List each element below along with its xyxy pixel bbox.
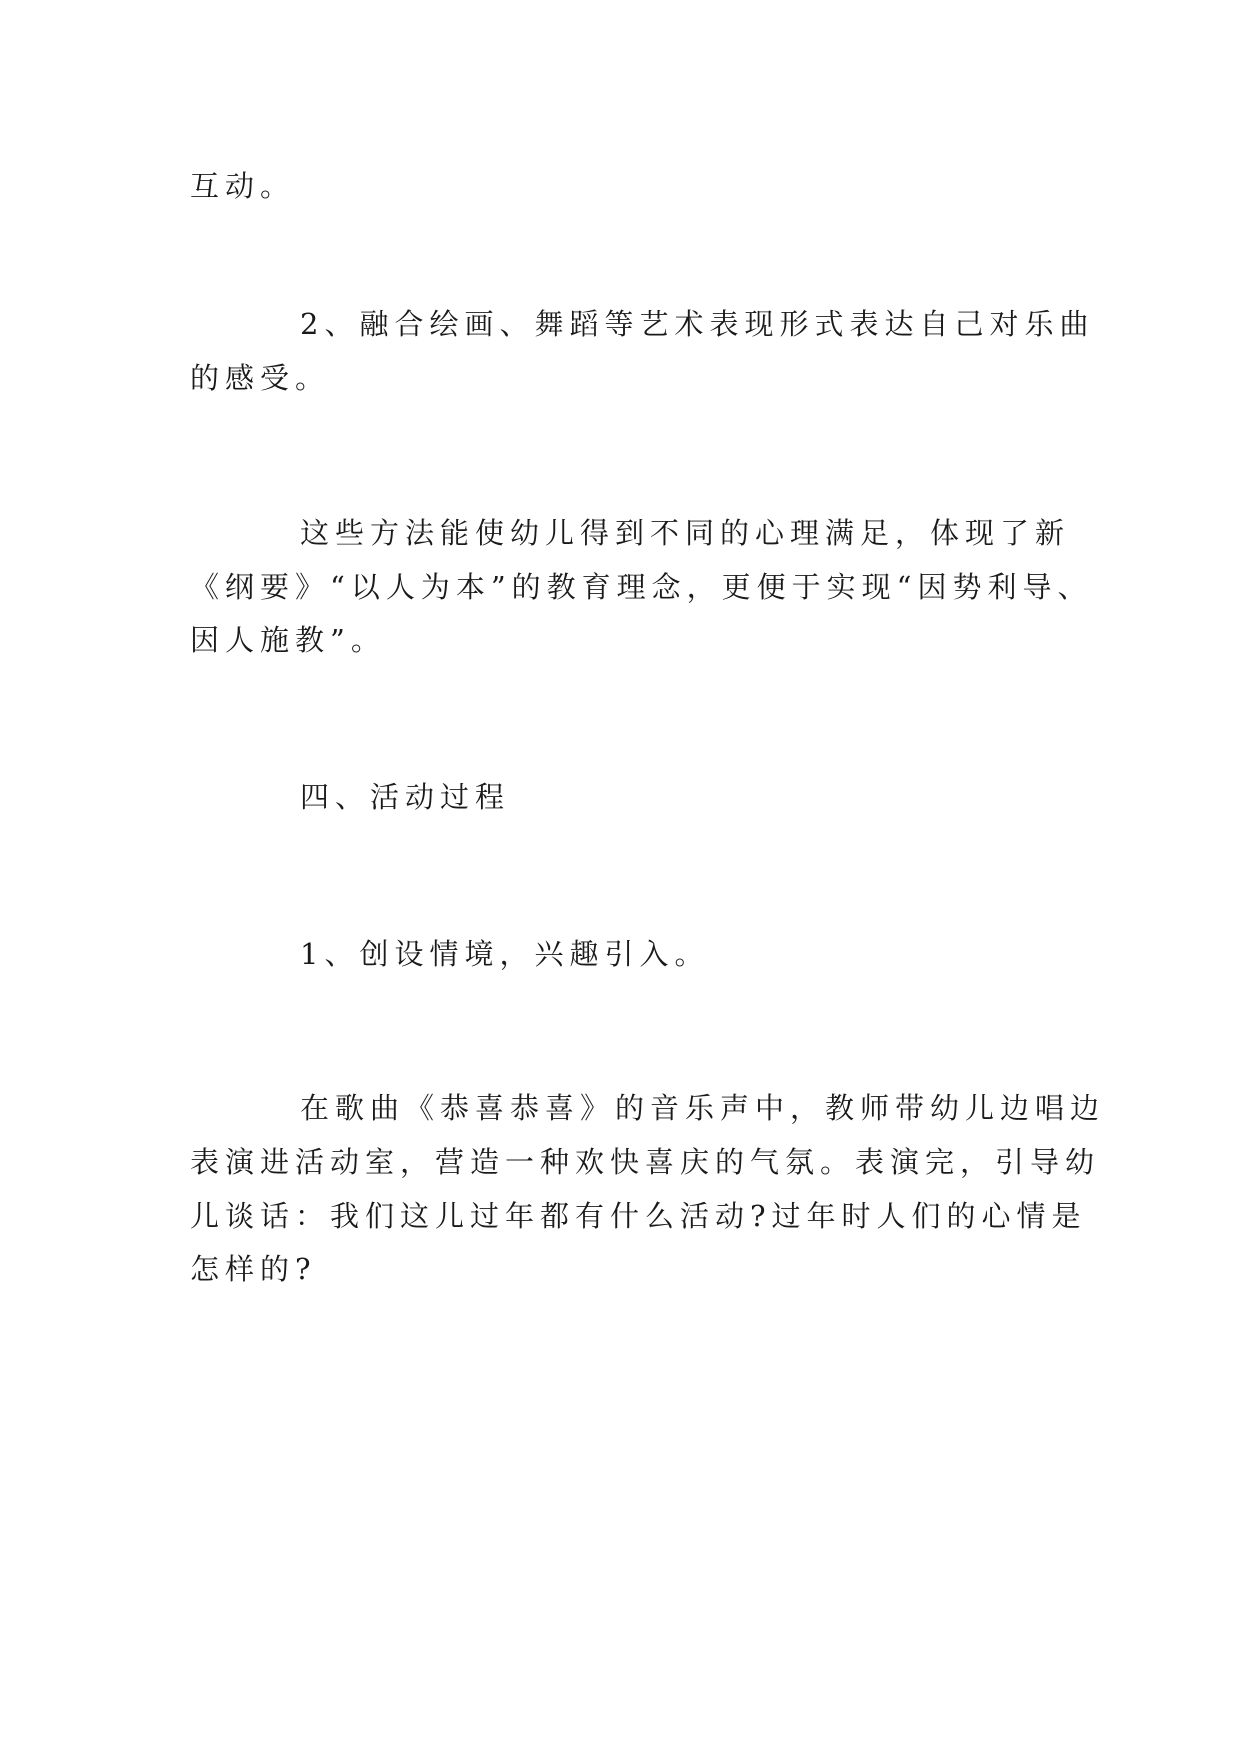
paragraph-line: 在歌曲《恭喜恭喜》的音乐声中，教师带幼儿边唱边 bbox=[300, 1091, 1106, 1125]
paragraph-line: 儿谈话：我们这儿过年都有什么活动?过年时人们的心情是 bbox=[190, 1199, 1087, 1233]
paragraph-line: 的感受。 bbox=[190, 361, 331, 395]
paragraph-line: 这些方法能使幼儿得到不同的心理满足，体现了新 bbox=[300, 516, 1071, 550]
step-heading: 1、创设情境，兴趣引入。 bbox=[300, 937, 710, 971]
paragraph-line: 《纲要》“以人为本”的教育理念，更便于实现“因势利导、 bbox=[190, 570, 1093, 604]
paragraph-continuation: 互动。 bbox=[190, 169, 296, 203]
paragraph-line: 表演进活动室，营造一种欢快喜庆的气氛。表演完，引导幼 bbox=[190, 1145, 1101, 1179]
paragraph-line: 因人施教”。 bbox=[190, 623, 386, 657]
paragraph-line: 怎样的? bbox=[190, 1252, 317, 1286]
paragraph-line: 2、融合绘画、舞蹈等艺术表现形式表达自己对乐曲 bbox=[300, 307, 1095, 341]
section-heading: 四、活动过程 bbox=[300, 780, 511, 814]
